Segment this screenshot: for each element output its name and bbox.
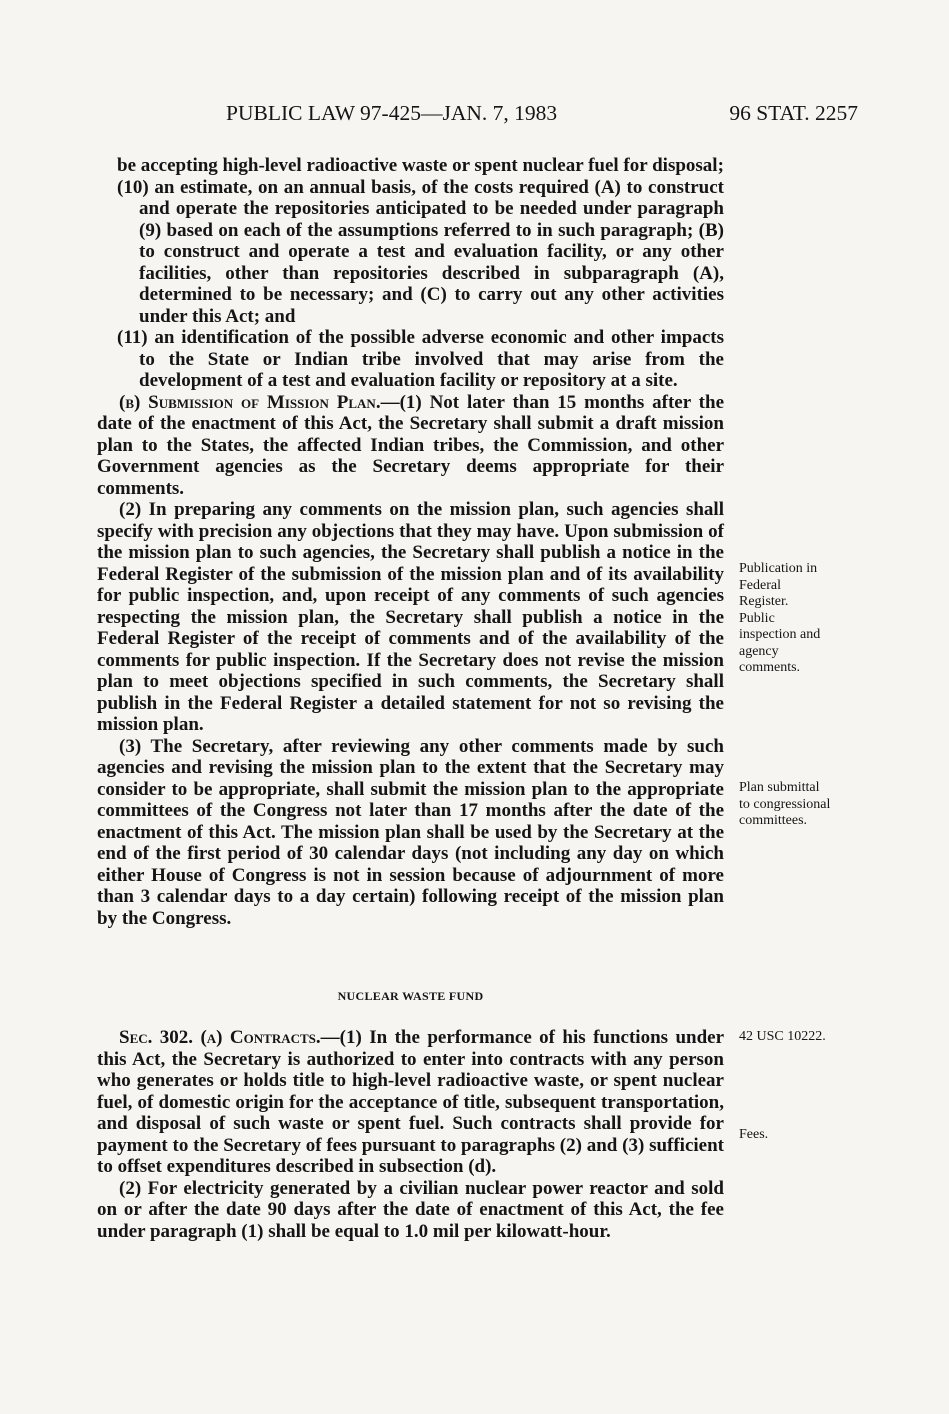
section-302-a-2: (2) For electricity generated by a civilian nuclear power reactor and sold on or after the date 90 days after the date of enactment of this Act, the fee under paragraph (1) shall be equal to 1.0 mil per kilowatt-hour. (97, 1177, 724, 1242)
subsection-b-3: (3) The Secretary, after reviewing any other comments made by such agencies and revising the mission plan to the extent that the Secretary may consider to be appropriate, shall submit the mission plan to the appropriate committees of the Congress not later than 17 months after the date of the enactment of this Act. The mission plan shall be used by the Secretary at the end of the first period of 30 calendar days (not including any day on which either House of Congress is not in session because of adjournment of more than 3 calendar days to a day certain) following receipt of the mission plan by the Congress. (97, 735, 724, 929)
section-label: Sec. (119, 1027, 153, 1048)
subsection-b-2: (2) In preparing any comments on the mission plan, such agencies shall specify with precision any objections that they may have. Upon submission of the mission plan to such agencies, the Secretary shall publish a notice in the Federal Register of the submission of the mission plan and of its availability for public inspection, and, upon receipt of any comments of such agencies respecting the mission plan, the Secretary shall publish a notice in the Federal Register of the receipt of comments and of the availability of the comments for public inspection. If the Secretary does not revise the mission plan to meet objections specified in such comments, the Secretary shall publish in the Federal Register a detailed statement for not so revising the mission plan. (97, 499, 724, 735)
main-text-upper (97, 155, 724, 929)
section-heading-nuclear-waste-fund: NUCLEAR WASTE FUND (337, 989, 484, 1003)
section-302-a-1 (97, 1027, 724, 1178)
running-header-page-number: 96 STAT. 2257 (729, 101, 858, 125)
main-text-lower (97, 993, 724, 1242)
margin-note-fees: Fees. (739, 1127, 769, 1142)
section-number: 302. (152, 1027, 201, 1048)
subsection-a-1-text: —(1) In the performance of his functions under this Act, the Secretary is authorized to enter into contracts with any person who generates or holds title to high-level radioactive waste, or spent nuclear fuel, of domestic origin for the acceptance of title, subsequent transportation, and disposal of such waste or spent fuel. Such contracts shall provide for payment to the Secretary of fees pursuant to paragraphs (2) and (3) sufficient to offset expenditures described in subsection (d). (97, 1027, 725, 1177)
subsection-a-heading: (a) Contracts. (200, 1027, 321, 1048)
margin-note-plan-submittal: Plan submittal to congressional committees. (739, 780, 831, 828)
paragraph-11: (11) an identification of the possible adverse economic and other impacts to the State or Indian tribe involved that may arise from the development of a test and evaluation facility or repository at a site. (117, 327, 724, 391)
subsection-b-1-text: —(1) Not later than 15 months after the date of the enactment of this Act, the Secretary shall submit a draft mission plan to the States, the affected Indian tribes, the Commission, and other Government agencies as the Secretary deems appropriate for their comments. (97, 391, 725, 499)
margin-note-usc-citation: 42 USC 10222. (739, 1029, 826, 1044)
subsection-b-1 (97, 392, 724, 500)
running-header-title: PUBLIC LAW 97-425—JAN. 7, 1983 (226, 101, 558, 125)
margin-note-publication: Publication in Federal Register. Public inspection and agency comments. (739, 561, 821, 675)
paragraph-10: (10) an estimate, on an annual basis, of the costs required (A) to construct and operate the repositories anticipated to be needed under paragraph (9) based on each of the assumptions referred to in such paragraph; (B) to construct and operate a test and evaluation facility, or any other facilities, other than repositories described in subparagraph (A), determined to be necessary; and (C) to carry out any other activities under this Act; and (117, 176, 724, 327)
paragraph-9-continued: be accepting high-level radioactive waste or spent nuclear fuel for disposal; (117, 155, 724, 176)
subsection-b-heading: (b) Submission of Mission Plan. (119, 391, 381, 413)
